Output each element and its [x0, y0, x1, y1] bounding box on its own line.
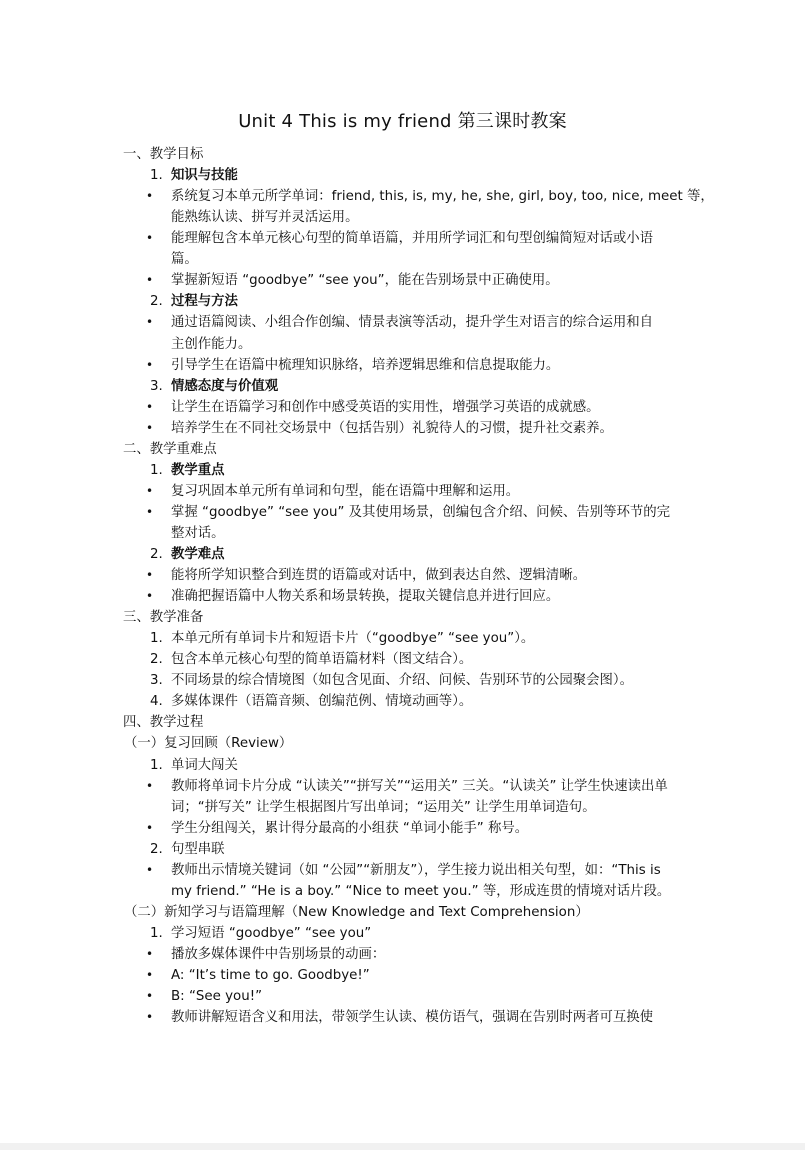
continuation-line	[171, 797, 596, 818]
section-heading	[123, 712, 203, 733]
item-number: 2.	[150, 547, 163, 562]
line-text: 教师出示情境关键词（如 “公园”“新朋友”），学生接力说出相关句型，如：“This is	[171, 862, 661, 878]
line-text: 三、教学准备	[123, 610, 204, 626]
bullet-dot-icon: •	[146, 820, 154, 835]
line-text: 教学难点	[171, 547, 225, 562]
numbered-heading	[150, 165, 238, 186]
section-heading	[123, 607, 203, 628]
line-text: 知识与技能	[171, 168, 238, 184]
numbered-heading	[150, 460, 225, 481]
numbered-heading	[150, 544, 225, 565]
line-text: 词；“拼写关” 让学生根据图片写出单词；“运用关” 让学生用单词造句。	[171, 799, 596, 815]
continuation-line	[171, 249, 198, 270]
line-text: 多媒体课件（语篇音频、创编范例、情境动画等）。	[171, 694, 473, 710]
line-text: 过程与方法	[171, 294, 238, 310]
bullet-item	[146, 481, 519, 502]
bullet-item	[146, 270, 559, 291]
bullet-item	[146, 228, 653, 249]
bullet-item	[146, 312, 653, 333]
line-text: （一）复习回顾（Review）	[124, 736, 293, 752]
line-text: 掌握新短语 “goodbye” “see you”，能在告别场景中正确使用。	[171, 273, 559, 289]
numbered-item	[150, 923, 371, 944]
line-text: 培养学生在不同社交场景中（包括告别）礼貌待人的习惯，提升社交素养。	[171, 420, 613, 436]
item-number: 1.	[150, 631, 163, 647]
line-text: 二、教学重难点	[123, 441, 217, 457]
continuation-line	[171, 334, 251, 355]
line-text: 篇。	[171, 252, 198, 268]
numbered-item	[150, 628, 534, 649]
bullet-dot-icon: •	[146, 989, 154, 1003]
line-text: 四、教学过程	[123, 715, 204, 731]
line-text: 学生分组闯关，累计得分最高的小组获 “单词小能手” 称号。	[171, 820, 529, 836]
item-number: 2.	[150, 294, 163, 310]
bullet-dot-icon: •	[146, 968, 154, 982]
bullet-dot-icon: •	[146, 862, 154, 877]
bullet-dot-icon: •	[146, 420, 154, 435]
bullet-item	[146, 944, 385, 965]
bullet-item	[146, 860, 661, 881]
bullet-item	[146, 418, 613, 439]
numbered-item	[150, 755, 238, 776]
line-text: 教学重点	[171, 462, 225, 478]
bullet-item	[146, 565, 586, 586]
item-number: 2.	[150, 652, 163, 668]
item-number: 3.	[150, 673, 163, 689]
bullet-dot-icon: •	[146, 568, 154, 582]
line-text: 复习巩固本单元所有单词和句型，能在语篇中理解和运用。	[171, 483, 520, 499]
numbered-item	[150, 839, 225, 860]
line-text: 教师讲解短语含义和用法，带领学生认读、模仿语气，强调在告别时两者可互换使	[171, 1010, 654, 1026]
line-text: 不同场景的综合情境图（如包含见面、介绍、问候、告别环节的公园聚会图）。	[171, 673, 633, 689]
bullet-item	[146, 1007, 653, 1028]
line-text: 单词大闯关	[171, 757, 238, 773]
bullet-dot-icon: •	[146, 504, 154, 519]
bullet-dot-icon: •	[146, 399, 154, 414]
bullet-dot-icon: •	[146, 946, 154, 961]
line-text: 引导学生在语篇中梳理知识脉络，培养逻辑思维和信息提取能力。	[171, 357, 560, 373]
line-text: 句型串联	[171, 841, 225, 857]
line-text: A: “It’s time to go. Goodbye!”	[171, 968, 370, 983]
line-text: my friend.” “He is a boy.” “Nice to meet you.” 等，形成连贯的情境对话片段。	[171, 883, 671, 899]
item-number: 4.	[150, 694, 163, 710]
line-text: 系统复习本单元所学单词：friend, this, is, my, he, she, girl, boy, too, nice, meet 等，	[171, 189, 714, 205]
section-heading	[123, 439, 217, 460]
item-number: 1.	[150, 168, 163, 184]
line-text: 学习短语 “goodbye” “see you”	[171, 925, 372, 941]
line-text: 情感态度与价值观	[171, 378, 279, 394]
bullet-item	[146, 818, 528, 839]
continuation-line	[171, 881, 670, 902]
line-text: 包含本单元核心句型的简单语篇材料（图文结合）。	[171, 652, 473, 668]
bullet-item	[146, 186, 714, 207]
line-text: （二）新知学习与语篇理解（New Knowledge and Text Comprehension）	[124, 904, 589, 920]
document-title: Unit 4 This is my friend 第三课时教案	[238, 111, 567, 132]
bullet-dot-icon: •	[146, 273, 154, 288]
bullet-dot-icon: •	[146, 357, 154, 372]
subsection-heading	[124, 902, 589, 923]
line-text: 能将所学知识整合到连贯的语篇或对话中，做到表达自然、逻辑清晰。	[171, 568, 587, 583]
numbered-item	[150, 691, 472, 712]
bullet-dot-icon: •	[146, 483, 154, 498]
line-text: 掌握 “goodbye” “see you” 及其使用场景，创编包含介绍、问候、告别等环节的完	[171, 504, 671, 520]
bullet-dot-icon: •	[146, 189, 154, 204]
line-text: 教师将单词卡片分成 “认读关”“拼写关”“运用关” 三关。“认读关” 让学生快速读出单	[171, 778, 668, 794]
item-number: 3.	[150, 378, 163, 394]
line-text: 通过语篇阅读、小组合作创编、情景表演等活动，提升学生对语言的综合运用和自	[171, 315, 654, 331]
item-number: 2.	[150, 841, 163, 857]
bullet-item	[146, 965, 370, 986]
continuation-line	[171, 523, 225, 544]
bullet-dot-icon: •	[146, 315, 154, 330]
line-text: 主创作能力。	[171, 336, 252, 352]
continuation-line	[171, 207, 358, 228]
bullet-item	[146, 502, 670, 523]
bullet-dot-icon: •	[146, 1010, 154, 1025]
line-text: 准确把握语篇中人物关系和场景转换，提取关键信息并进行回应。	[171, 589, 560, 604]
section-heading	[123, 144, 203, 165]
bullet-item	[146, 586, 559, 607]
line-text: 能理解包含本单元核心句型的简单语篇，并用所学词汇和句型创编简短对话或小语	[171, 231, 654, 247]
numbered-item	[150, 670, 633, 691]
numbered-heading	[150, 376, 278, 397]
subsection-heading	[124, 733, 292, 754]
line-text: 能熟练认读、拼写并灵活运用。	[171, 210, 359, 226]
item-number: 1.	[150, 462, 163, 478]
numbered-heading	[150, 291, 238, 312]
item-number: 1.	[150, 757, 163, 773]
bullet-item	[146, 776, 668, 797]
item-number: 1.	[150, 925, 163, 941]
bullet-item	[146, 986, 262, 1007]
line-text: 一、教学目标	[123, 147, 204, 162]
bullet-dot-icon: •	[146, 589, 154, 603]
bullet-item	[146, 355, 559, 376]
numbered-item	[150, 649, 472, 670]
bullet-dot-icon: •	[146, 231, 154, 246]
line-text: B: “See you!”	[171, 989, 263, 1004]
bullet-item	[146, 397, 600, 418]
line-text: 本单元所有单词卡片和短语卡片（“goodbye” “see you”）。	[171, 631, 535, 647]
line-text: 让学生在语篇学习和创作中感受英语的实用性，增强学习英语的成就感。	[171, 399, 600, 415]
bullet-dot-icon: •	[146, 778, 154, 793]
line-text: 整对话。	[171, 525, 225, 541]
line-text: 播放多媒体课件中告别场景的动画：	[171, 946, 386, 962]
